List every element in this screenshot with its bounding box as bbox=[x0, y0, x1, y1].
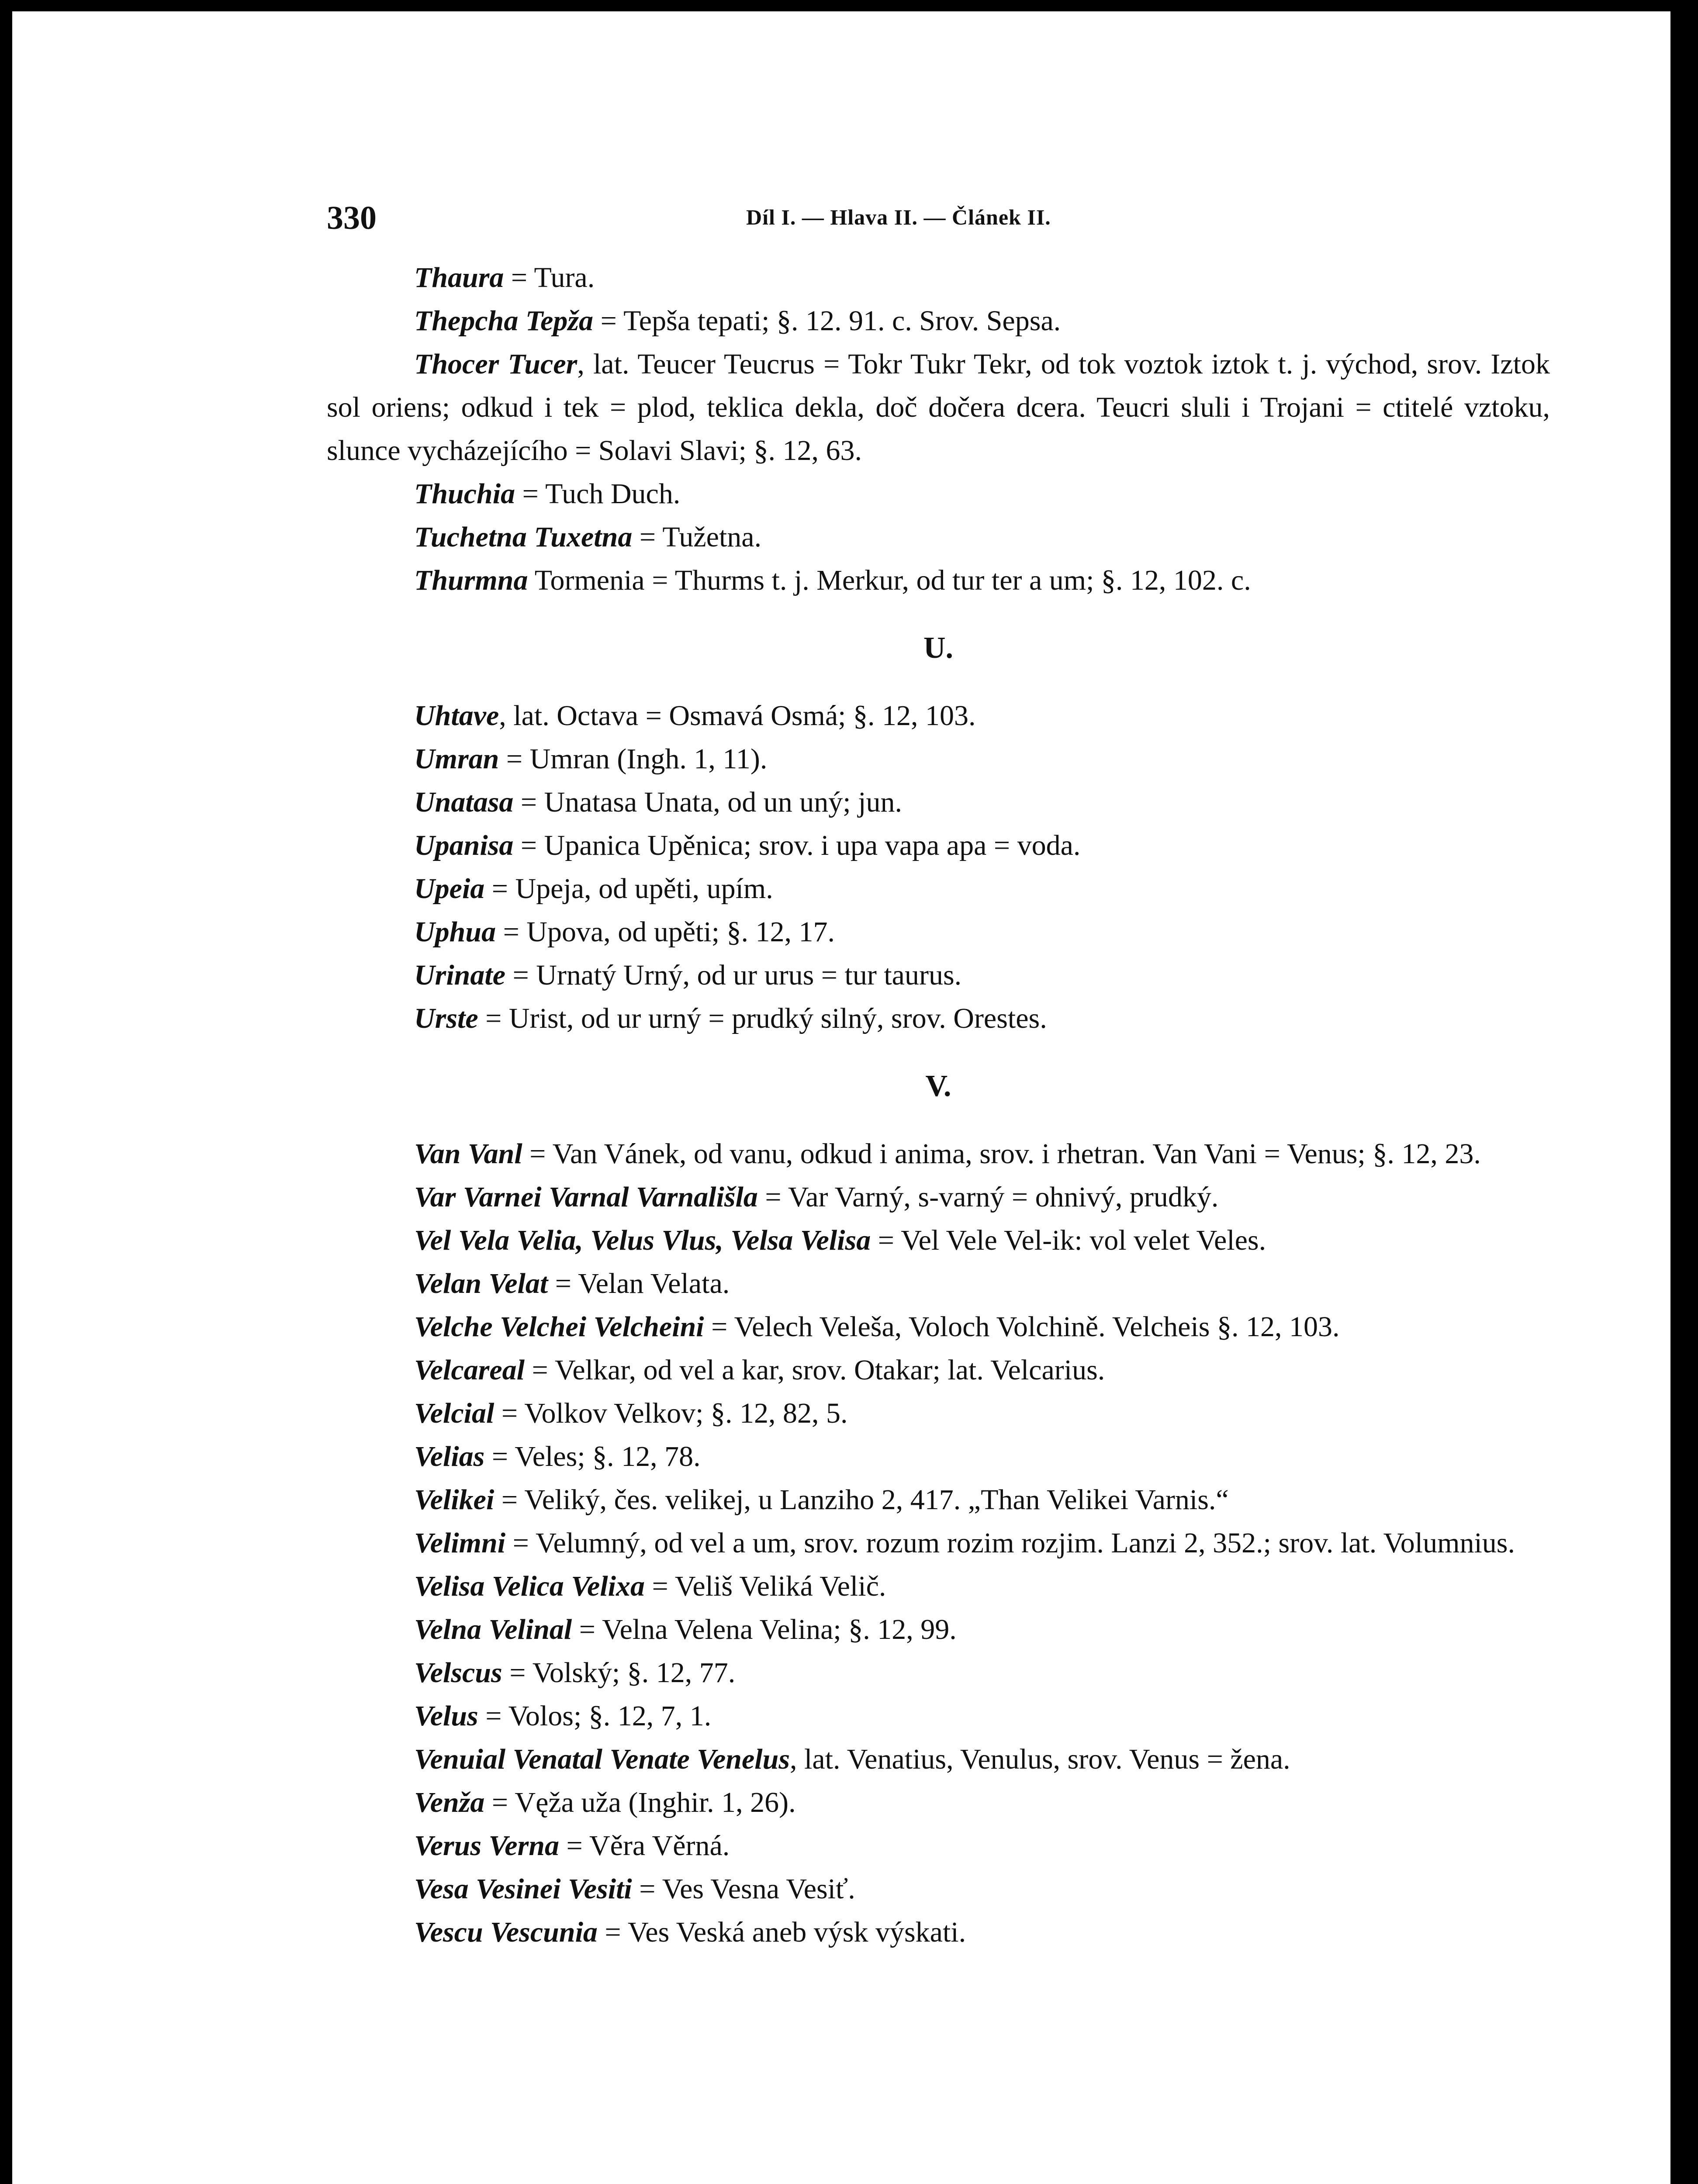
entry-text: = Unatasa Unata, od un uný; jun. bbox=[513, 786, 902, 818]
entry-text: = Velech Veleša, Voloch Volchině. Velcheis §. 12, 103. bbox=[704, 1311, 1340, 1343]
entry bbox=[327, 1521, 1550, 1565]
dictionary-content bbox=[327, 256, 1550, 1954]
entry bbox=[327, 1824, 1550, 1867]
entry-headword: Uhtave bbox=[414, 700, 499, 732]
section-u bbox=[327, 626, 1550, 1040]
entry bbox=[327, 1694, 1550, 1738]
entry-text: = Ves Vesna Vesiť. bbox=[632, 1873, 855, 1905]
entry bbox=[327, 737, 1550, 781]
entry-headword: Upeia bbox=[414, 873, 485, 905]
entry-text: = Upanica Upěnica; srov. i upa vapa apa = voda. bbox=[513, 829, 1081, 861]
entry bbox=[327, 1478, 1550, 1521]
section-heading: U. bbox=[923, 631, 954, 665]
entry-text: = Velan Velata. bbox=[548, 1268, 730, 1299]
entry bbox=[327, 1867, 1550, 1911]
entry-headword: Thaura bbox=[414, 262, 504, 294]
entry-headword: Velscus bbox=[414, 1657, 502, 1689]
entry-headword: Venuial Venatal Venate Venelus bbox=[414, 1743, 790, 1775]
entry-headword: Uphua bbox=[414, 916, 496, 948]
entry-text: = Velkar, od vel a kar, srov. Otakar; lat. Velcarius. bbox=[524, 1354, 1105, 1386]
entry-text: = Var Varný, s-varný = ohnivý, prudký. bbox=[757, 1181, 1219, 1213]
header-title: Díl I. — Hlava II. — Článek II. bbox=[746, 205, 1051, 229]
entry-text: = Vęža uža (Inghir. 1, 26). bbox=[484, 1787, 796, 1818]
entry bbox=[327, 515, 1550, 559]
entry bbox=[327, 1132, 1550, 1175]
entry-text: = Veliš Veliká Velič. bbox=[645, 1570, 886, 1602]
entry bbox=[327, 1781, 1550, 1824]
entry-text: = Urist, od ur urný = prudký silný, srov. Orestes. bbox=[478, 1002, 1047, 1034]
entry-headword: Thuchia bbox=[414, 478, 515, 510]
entry bbox=[327, 299, 1550, 342]
entry bbox=[327, 342, 1550, 472]
entry bbox=[327, 910, 1550, 954]
entry-text: = Volský; §. 12, 77. bbox=[502, 1657, 736, 1689]
entry-headword: Thurmna bbox=[414, 564, 528, 596]
entry-text: = Tuch Duch. bbox=[515, 478, 681, 510]
entry bbox=[327, 867, 1550, 910]
entry bbox=[327, 1219, 1550, 1262]
page-number: 330 bbox=[327, 200, 377, 236]
entry-text: = Urnatý Urný, od ur urus = tur taurus. bbox=[505, 959, 962, 991]
entry-text: = Volkov Velkov; §. 12, 82, 5. bbox=[494, 1397, 848, 1429]
entry-headword: Velias bbox=[414, 1441, 485, 1472]
entry-headword: Venža bbox=[414, 1787, 485, 1818]
section-heading: V. bbox=[925, 1069, 951, 1103]
entry-text: = Upeja, od upěti, upím. bbox=[484, 873, 773, 905]
entry-headword: Velna Velinal bbox=[414, 1614, 572, 1645]
entry-headword: Velisa Velica Velixa bbox=[414, 1570, 645, 1602]
entry bbox=[327, 472, 1550, 515]
entry-text: = Van Vánek, od vanu, odkud i anima, srov. i rhetran. Van Vani = Venus; §. 12, 23. bbox=[522, 1138, 1481, 1170]
entry-text: = Tepša tepati; §. 12. 91. c. Srov. Sepsa. bbox=[593, 305, 1061, 337]
entry-headword: Urste bbox=[414, 1002, 478, 1034]
entry-headword: Tuchetna Tuxetna bbox=[414, 521, 633, 553]
entry bbox=[327, 559, 1550, 602]
entry-headword: Upanisa bbox=[414, 829, 514, 861]
entry-text: = Věra Věrná. bbox=[559, 1830, 730, 1862]
entry-headword: Velcareal bbox=[414, 1354, 525, 1386]
entry-headword: Umran bbox=[414, 743, 499, 775]
entry-text: = Tužetna. bbox=[632, 521, 762, 553]
entry-headword: Van Vanl bbox=[414, 1138, 522, 1170]
entry-headword: Vesa Vesinei Vesiti bbox=[414, 1873, 632, 1905]
entry bbox=[327, 1565, 1550, 1608]
entry-text: , lat. Octava = Osmavá Osmá; §. 12, 103. bbox=[499, 700, 976, 732]
entry-text: = Veles; §. 12, 78. bbox=[484, 1441, 701, 1472]
entry-headword: Thocer Tucer bbox=[414, 348, 578, 380]
entry-headword: Unatasa bbox=[414, 786, 514, 818]
entry-headword: Velimni bbox=[414, 1527, 506, 1559]
entry bbox=[327, 781, 1550, 824]
entry bbox=[327, 1651, 1550, 1694]
entry-text: = Volos; §. 12, 7, 1. bbox=[478, 1700, 712, 1732]
entry-text: , lat. Teucer Teucrus = Tokr Tukr Tekr, od tok voztok iztok t. j. východ, srov. Iztok sol oriens; odkud i tek = plod, teklica dekla, doč dočera dcera. Teucri sluli i Trojani = ctitelé vztoku, slunce vycházejícího = Solavi Slavi; §. 12, 63. bbox=[327, 348, 1550, 467]
entry bbox=[327, 954, 1550, 997]
section-v bbox=[327, 1064, 1550, 1954]
entry bbox=[327, 256, 1550, 299]
entry-text: = Upova, od upěti; §. 12, 17. bbox=[496, 916, 835, 948]
entry bbox=[327, 1435, 1550, 1478]
entry-headword: Velan Velat bbox=[414, 1268, 548, 1299]
entry-headword: Vel Vela Velia, Velus Vlus, Velsa Velisa bbox=[414, 1224, 871, 1256]
entry bbox=[327, 1911, 1550, 1954]
entry-text: Tormenia = Thurms t. j. Merkur, od tur ter a um; §. 12, 102. c. bbox=[528, 564, 1251, 596]
entry-text: = Ves Veská aneb výsk výskati. bbox=[597, 1916, 966, 1948]
entry bbox=[327, 1738, 1550, 1781]
entry bbox=[327, 997, 1550, 1040]
running-head bbox=[327, 199, 1559, 243]
entry-text: = Velumný, od vel a um, srov. rozum rozim rozjim. Lanzi 2, 352.; srov. lat. Volumnius. bbox=[505, 1527, 1515, 1559]
entry-text: = Vel Vele Vel-ik: vol velet Veles. bbox=[871, 1224, 1266, 1256]
entry bbox=[327, 1175, 1550, 1219]
entry-text: , lat. Venatius, Venulus, srov. Venus = žena. bbox=[790, 1743, 1290, 1775]
entry-headword: Var Varnei Varnal Varnališla bbox=[414, 1181, 758, 1213]
entry bbox=[327, 1348, 1550, 1392]
entry-headword: Urinate bbox=[414, 959, 506, 991]
page bbox=[12, 11, 1670, 2184]
entry bbox=[327, 694, 1550, 737]
entry-text: = Tura. bbox=[504, 262, 595, 294]
entry-headword: Velikei bbox=[414, 1484, 495, 1516]
entry bbox=[327, 1608, 1550, 1651]
entry bbox=[327, 1392, 1550, 1435]
entry-headword: Verus Verna bbox=[414, 1830, 559, 1862]
entry-headword: Thepcha Tepža bbox=[414, 305, 594, 337]
entry-text: = Velna Velena Velina; §. 12, 99. bbox=[572, 1614, 957, 1645]
entry-text: = Umran (Ingh. 1, 11). bbox=[499, 743, 768, 775]
entry-headword: Velcial bbox=[414, 1397, 495, 1429]
entry bbox=[327, 1305, 1550, 1348]
entry-headword: Vescu Vescunia bbox=[414, 1916, 598, 1948]
entry-text: = Veliký, čes. velikej, u Lanziho 2, 417. „Than Velikei Varnis.“ bbox=[494, 1484, 1229, 1516]
entry-headword: Velche Velchei Velcheini bbox=[414, 1311, 704, 1343]
entry bbox=[327, 824, 1550, 867]
entry-headword: Velus bbox=[414, 1700, 478, 1732]
entry bbox=[327, 1262, 1550, 1305]
section-t bbox=[327, 256, 1550, 602]
